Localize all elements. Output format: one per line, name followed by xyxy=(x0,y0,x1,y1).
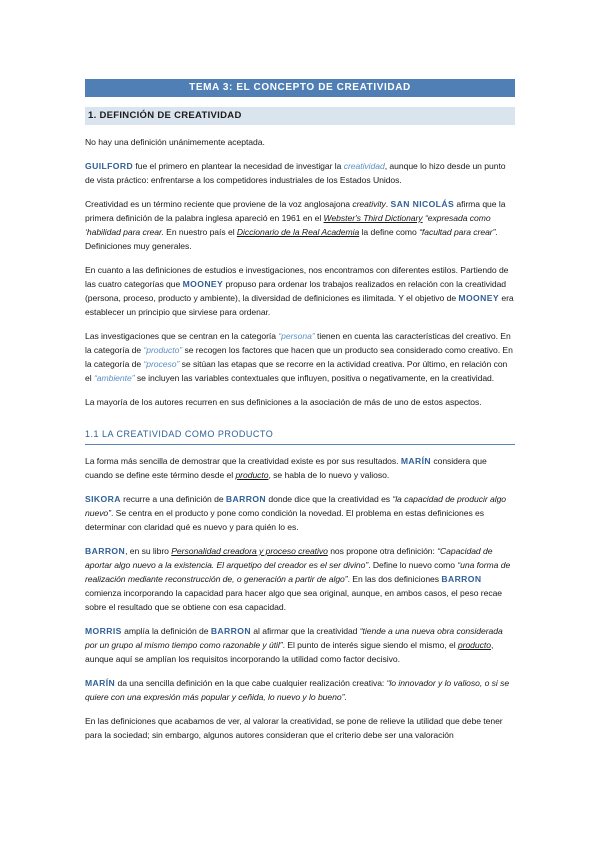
text: . En las dos definiciones xyxy=(347,574,442,584)
text: era establecer un principio que sirviese para ordenar. xyxy=(85,293,514,317)
paragraph-morris xyxy=(85,624,515,666)
text: . Define lo nuevo como xyxy=(368,560,458,570)
author-name: GUILFORD xyxy=(85,161,134,171)
text: afirma que la primera definición de la palabra inglesa apareció en 1961 en el xyxy=(85,199,506,223)
text: se sitúan las etapas que se recorre en la actividad creativa. Por último, en relación con el xyxy=(85,359,508,383)
book-title: Diccionario de la Real Academia xyxy=(236,227,360,237)
author-name: BARRON xyxy=(441,574,482,584)
author-name: SAN NICOLÁS xyxy=(390,199,455,209)
author-name: MOONEY xyxy=(182,279,224,289)
text: donde dice que la creatividad es xyxy=(266,494,393,504)
text: , aunque lo hizo desde un punto de vista práctico: enfrentarse a los competidores industriales de los Estados Unidos. xyxy=(85,161,506,185)
text: comienza incorporando la capacidad para hacer algo que sea original, aunque, en ambos casos, el peso recae sobre el resultado que se obtiene con esa capacidad. xyxy=(85,588,503,612)
paragraph-mooney xyxy=(85,263,515,319)
book-title: Personalidad creadora y proceso creativo xyxy=(171,546,328,556)
text: . Definiciones muy generales. xyxy=(85,227,498,251)
text: . xyxy=(344,692,347,702)
text: nos propone otra definición: xyxy=(327,546,438,556)
paragraph-marin-2 xyxy=(85,676,515,704)
author-name: MOONEY xyxy=(458,293,500,303)
paragraph-creativity-origin xyxy=(85,197,515,253)
section-heading: 1. DEFINCIÓN DE CREATIVIDAD xyxy=(85,107,515,125)
category-term: “proceso” xyxy=(143,359,180,369)
paragraph-marin xyxy=(85,454,515,482)
text: se incluyen las variables contextuales que influyen, positiva o negativamente, en la creatividad. xyxy=(134,373,495,383)
quote: “facultad para crear” xyxy=(419,227,496,237)
text: al afirmar que la creatividad xyxy=(250,626,360,636)
text: la define como xyxy=(359,227,420,237)
quote: “tiende a una nueva obra considerada por un grupo al mismo tiempo como razonable y útil” xyxy=(85,626,503,650)
author-name: BARRON xyxy=(225,494,267,504)
paragraph-categories xyxy=(85,329,515,385)
quote: “una forma de realización mediante reconstrucción de, o generación a partir de algo” xyxy=(85,560,511,584)
document-title: TEMA 3: EL CONCEPTO DE CREATIVIDAD xyxy=(85,79,515,97)
text: , en su libro xyxy=(125,546,172,556)
quote: “expresada como ‘habilidad para crear. xyxy=(85,213,491,237)
italic-term: creativity xyxy=(352,199,386,209)
text: fue el primero en plantear la necesidad de investigar la xyxy=(133,161,344,171)
quote: “lo innovador y lo valioso, o si se quiere con una expresión más popular y ceñida, lo nuevo y lo bueno” xyxy=(85,678,510,702)
text: . El punto de interés sigue siendo el mismo, el xyxy=(282,640,458,650)
category-term: “producto” xyxy=(143,345,183,355)
author-name: BARRON xyxy=(85,546,126,556)
category-term: “ambiente” xyxy=(93,373,135,383)
text: La forma más sencilla de demostrar que la creatividad existe es por sus resultados. xyxy=(85,456,401,466)
subsection-heading: 1.1 LA CREATIVIDAD COMO PRODUCTO xyxy=(85,429,515,445)
document-content xyxy=(85,79,515,742)
text: amplía la definición de xyxy=(121,626,211,636)
text: , aunque aquí se amplían los requisitos incorporando la utilidad como factor decisivo. xyxy=(85,640,494,664)
text: considera que cuando se define este término desde el xyxy=(85,456,487,480)
text: , se habla de lo nuevo y valioso. xyxy=(268,470,390,480)
text: . xyxy=(385,199,391,209)
term: producto xyxy=(235,470,269,480)
emphasis: creatividad xyxy=(343,161,385,171)
quote: “la capacidad de producir algo nuevo” xyxy=(85,494,507,518)
text: . Se centra en el producto y pone como condición la novedad. El problema en estas definiciones es determinar con claridad qué es nuevo y para quién lo es. xyxy=(85,508,485,532)
paragraph-authors: La mayoría de los autores recurren en sus definiciones a la asociación de más de uno de estos aspectos. xyxy=(85,397,482,407)
quote: “Capacidad de aportar algo nuevo a la existencia. El arquetipo del creador es el ser divino” xyxy=(85,546,493,570)
paragraph-barron xyxy=(85,544,515,614)
author-name: MARÍN xyxy=(400,456,432,466)
text: propuso para ordenar los trabajos realizados en relación con la creatividad (persona, proceso, producto y ambiente), la diversidad de definiciones es ilimitada. Y el objetivo de xyxy=(85,279,507,303)
text: Creatividad es un término reciente que proviene de la voz anglosajona xyxy=(85,199,353,209)
paragraph-closing: En las definiciones que acabamos de ver, al valorar la creatividad, se pone de relieve la utilidad que debe tener para la sociedad; sin embargo, algunos autores consideran que el criterio debe ser una valoración xyxy=(85,716,503,740)
text: En cuanto a las definiciones de estudios e investigaciones, nos encontramos con diferentes estilos. Partiendo de las cuatro categorías que xyxy=(85,265,509,289)
text: tienen en cuenta las características del creativo. En la categoría de xyxy=(85,331,511,355)
text: Las investigaciones que se centran en la categoría xyxy=(85,331,279,341)
author-name: MARÍN xyxy=(85,678,116,688)
author-name: MORRIS xyxy=(85,626,122,636)
paragraph-sikora xyxy=(85,492,515,534)
author-name: SIKORA xyxy=(85,494,121,504)
text: En nuestro país el xyxy=(163,227,237,237)
term: producto xyxy=(457,640,491,650)
category-term: “persona” xyxy=(278,331,315,341)
book-title: Webster's Third Dictionary xyxy=(323,213,423,223)
paragraph-1: No hay una definición unánimemente aceptada. xyxy=(85,137,265,147)
paragraph-guilford xyxy=(85,159,515,187)
text: se recogen los factores que hacen que un producto sea considerado como creativo. En la categoría de xyxy=(85,345,513,369)
author-name: BARRON xyxy=(210,626,251,636)
text: recurre a una definición de xyxy=(120,494,226,504)
text: da una sencilla definición en la que cabe cualquier realización creativa: xyxy=(115,678,387,688)
